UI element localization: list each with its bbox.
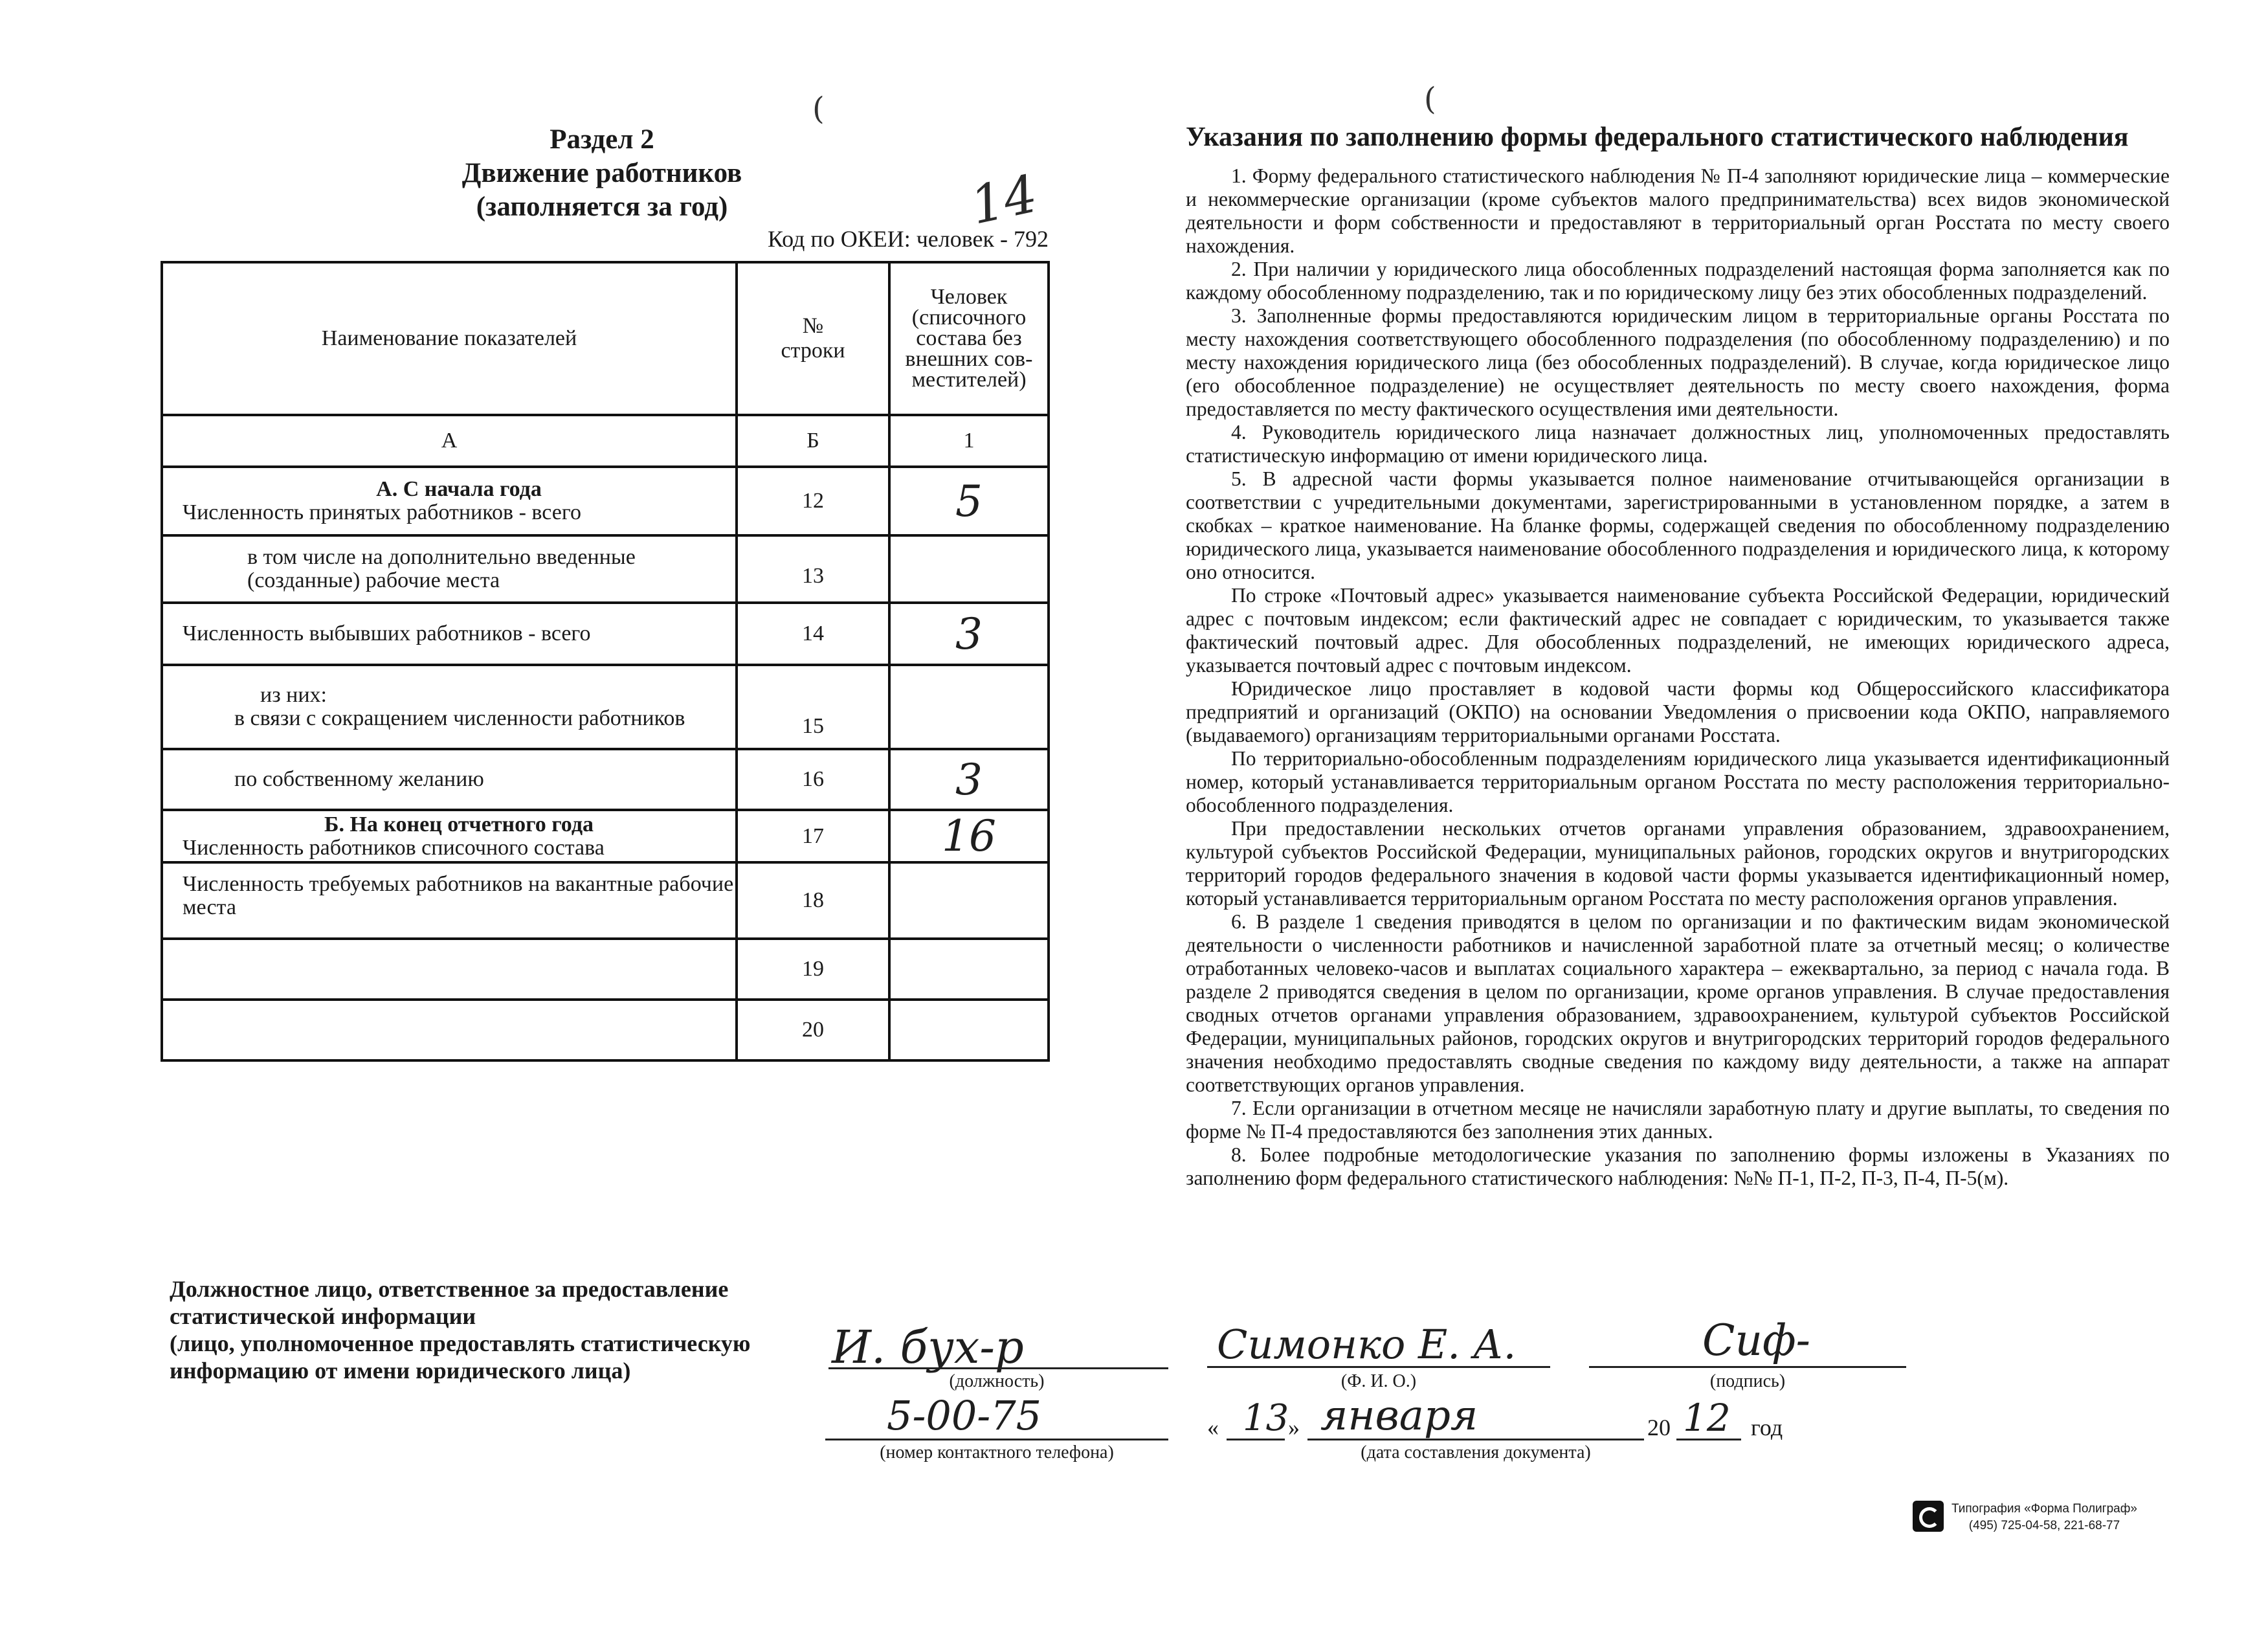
table-row [162,1000,1049,1060]
row-label: Численность выбывших работников - всего [162,603,737,665]
date-caption: (дата составления документа) [1361,1442,1591,1462]
header-line-number: № строки [737,262,889,415]
signature-line [1589,1366,1906,1368]
section-period: (заполняется за год) [476,192,728,222]
printer-phone: (495) 725-04-58, 221-68-77 [1968,1519,2120,1532]
responsible-line: (лицо, уполномоченное предоставлять статистическую [170,1330,751,1356]
responsible-line: статистической информации [170,1303,476,1329]
row-line-number: 20 [737,1000,889,1060]
header-people-count: Человек (списочного состава без внешних сов-местителей) [889,262,1049,415]
printer-info [1951,1501,2137,1534]
row-value[interactable] [889,535,1049,603]
printer-logo-icon [1913,1501,1944,1532]
row-label [162,665,737,749]
phone-line [825,1439,1168,1440]
instruction-paragraph: 5. В адресной части формы указывается полное наименование отчитывающейся организации в соответствии с учредительными документами, зарегистрированными в установленном порядке, а затем в скобках – краткое наименование. На бланке формы, содержащей сведения по обособленному подразделению юридического лица, указывается наименование обособленного подразделения и юридического лица, к которому оно относится. [1186,467,2170,583]
date-year-prefix: 20 [1647,1415,1671,1440]
row-label-text: Численность работников списочного состава [183,835,605,860]
date-day-line [1227,1439,1285,1440]
signature-handwritten[interactable]: Сиф- [1702,1316,1810,1365]
index-col-a: А [162,415,737,467]
row-value[interactable]: 16 [889,810,1049,862]
row-value[interactable]: 3 [889,603,1049,665]
instruction-paragraph: 1. Форму федерального статистического наблюдения № П-4 заполняют юридические лица – коммерческие и некоммерческие организации (кроме субъектов малого предпринимательства) всех видов экономической деятельности и форм собственности и предоставляют в территориальный орган Росстата по месту своего нахождения. [1186,164,2170,257]
instruction-paragraph: При предоставлении нескольких отчетов органами управления образованием, здравоохранением, культурой субъектов Российской Федерации, муниципальных районов, городских округов и внутригородских территорий городов федерального значения в кодовой части формы указывается идентификационный номер, который устанавливается территориальным органом Росстата по месту расположения органов управления. [1186,817,2170,910]
margin-mark-right: ( [1424,81,1436,117]
instruction-paragraph: По строке «Почтовый адрес» указывается наименование субъекта Российской Федерации, юридический адрес с почтовым индексом; если фактический адрес не совпадает с юридическим, то указывается также фактический почтовый адрес. Для обособленных подразделений, не имеющих юридического адреса, указывается почтовый адрес с почтовым индексом. [1186,584,2170,677]
responsible-person-label [170,1275,804,1384]
section-subtitle: Движение работников [461,158,742,188]
instruction-paragraph: Юридическое лицо проставляет в кодовой части формы код Общероссийского классификатора предприятий и организаций (ОКПО) на основании Уведомления о присвоении кода ОКПО, направляемого (выдаваемого) организациям территориальными органами Росстата. [1186,677,2170,746]
row-value[interactable] [889,665,1049,749]
date-quote-open: « [1207,1415,1219,1440]
row-line-number: 13 [737,535,889,603]
instruction-paragraph: 8. Более подробные методологические указания по заполнению формы изложены в Указаниях по заполнению форм федерального статистического наблюдения: №№ П-1, П-2, П-3, П-4, П-5(м). [1186,1143,2170,1189]
table-index-row [162,415,1049,467]
row-line-number: 18 [737,862,889,939]
row-label [162,810,737,862]
phone-caption: (номер контактного телефона) [880,1442,1114,1462]
position-line [828,1367,1168,1369]
table-row [162,467,1049,535]
fio-handwritten[interactable]: Симонко Е. А. [1217,1321,1517,1368]
instruction-paragraph: По территориально-обособленным подразделениям юридического лица указывается идентификационный номер, который устанавливается территориальным органом Росстата по месту расположения территориально-обособленного подразделения. [1186,747,2170,816]
row-value[interactable] [889,862,1049,939]
instruction-paragraph: 6. В разделе 1 сведения приводятся в целом по организации и по фактическим видам экономической деятельности о численности работников и начисленной заработной плате за отчетный месяц; о количестве отработанных человеко-часов и выплатах социального характера – ежеквартально, за период с начала года. В разделе 2 приводятся сведения в целом по организации, кроме органов управления. В случае предоставления сводных отчетов органами управления образованием, здравоохранением, культурой субъектов Российской Федерации, муниципальных районов, городских округов и внутригородских территорий городов федерального значения необходимо предоставлять сводные сведения по каждому виду деятельности, а также на аппарат соответствующих органов управления. [1186,910,2170,1096]
row-label-prefix: из них: [260,683,327,707]
instruction-paragraph: 4. Руководитель юридического лица назначает должностных лиц, уполномоченных предоставлять статистическую информацию от имени юридического лица. [1186,421,2170,467]
date-month-line [1307,1439,1644,1440]
row-label [162,749,737,810]
section-title: Раздел 2 [550,124,654,155]
date-year-suffix[interactable]: 12 [1683,1396,1731,1440]
row-label [162,939,737,1000]
position-handwritten[interactable]: И. бух-р [832,1321,1024,1374]
table-row [162,603,1049,665]
row-label [162,1000,737,1060]
date-month[interactable]: января [1320,1392,1478,1440]
handwritten-page-number: 14 [965,163,1043,236]
table-row [162,749,1049,810]
table-row [162,939,1049,1000]
row-heading: Б. На конец отчетного года [324,812,594,836]
employee-movement-table [161,261,1050,1062]
table-row [162,810,1049,862]
row-value[interactable] [889,1000,1049,1060]
responsible-line: Должностное лицо, ответственное за предоставление [170,1276,729,1302]
row-value[interactable]: 5 [889,467,1049,535]
date-day[interactable]: 13 [1243,1397,1289,1439]
signature-caption: (подпись) [1709,1371,1786,1391]
header-indicator-name: Наименование показателей [162,262,737,415]
row-label-text: в том числе на дополнительно введенные (созданные) рабочие места [247,545,636,592]
fio-line [1207,1366,1550,1368]
row-line-number: 12 [737,467,889,535]
table-header-row [162,262,1049,415]
responsible-line: информацию от имени юридического лица) [170,1358,631,1384]
index-col-1: 1 [889,415,1049,467]
margin-mark-left: ( [812,91,825,127]
fio-caption-text: (Ф. И. О.) [1340,1371,1417,1391]
instruction-paragraph: 7. Если организации в отчетном месяце не начисляли заработную плату и другие выплаты, то сведения по форме № П-4 предоставляются без заполнения этих данных. [1186,1097,2170,1143]
date-quote-close: » [1288,1415,1300,1440]
table-row [162,665,1049,749]
phone-handwritten[interactable]: 5-00-75 [887,1392,1042,1439]
row-label [162,467,737,535]
instruction-paragraph: 2. При наличии у юридического лица обособленных подразделений настоящая форма заполняется как по каждому обособленному подразделению, так и по юридическому лицу без этих обособленных подразделений. [1186,258,2170,304]
instructions-body [1186,164,2170,1190]
row-heading: А. С начала года [376,477,542,501]
instructions-title: Указания по заполнению формы федерального статистического наблюдения [1186,122,2129,152]
row-label [162,535,737,603]
row-value[interactable] [889,939,1049,1000]
table-row [162,535,1049,603]
instruction-paragraph: 3. Заполненные формы предоставляются юридическим лицом в территориальные органы Росстата по месту нахождения соответствующего обособленного подразделения (по обособленному подразделению) и по месту нахождения юридического лица (без обособленных подразделений). В случае, когда юридическое лицо (его обособленное подразделение) не осуществляет деятельность по месту своего нахождения, форма предоставляется по месту фактического осуществления ими деятельности. [1186,304,2170,420]
position-caption: (должность) [949,1371,1045,1391]
row-line-number: 19 [737,939,889,1000]
date-year-word: год [1751,1415,1783,1440]
date-year-line [1676,1439,1741,1440]
row-value[interactable]: 3 [889,749,1049,810]
index-col-b: Б [737,415,889,467]
row-label-text: по собственному желанию [234,767,484,791]
row-line-number: 15 [737,665,889,749]
row-line-number: 14 [737,603,889,665]
table-row [162,862,1049,939]
okei-code: Код по ОКЕИ: человек - 792 [767,226,1049,252]
row-label: Численность требуемых работников на вакантные рабочие места [162,862,737,939]
row-label-text: в связи с сокращением численности работников [234,706,685,730]
row-line-number: 17 [737,810,889,862]
row-label-text: Численность принятых работников - всего [183,500,581,524]
printer-name: Типография «Форма Полиграф» [1951,1502,2137,1516]
row-line-number: 16 [737,749,889,810]
